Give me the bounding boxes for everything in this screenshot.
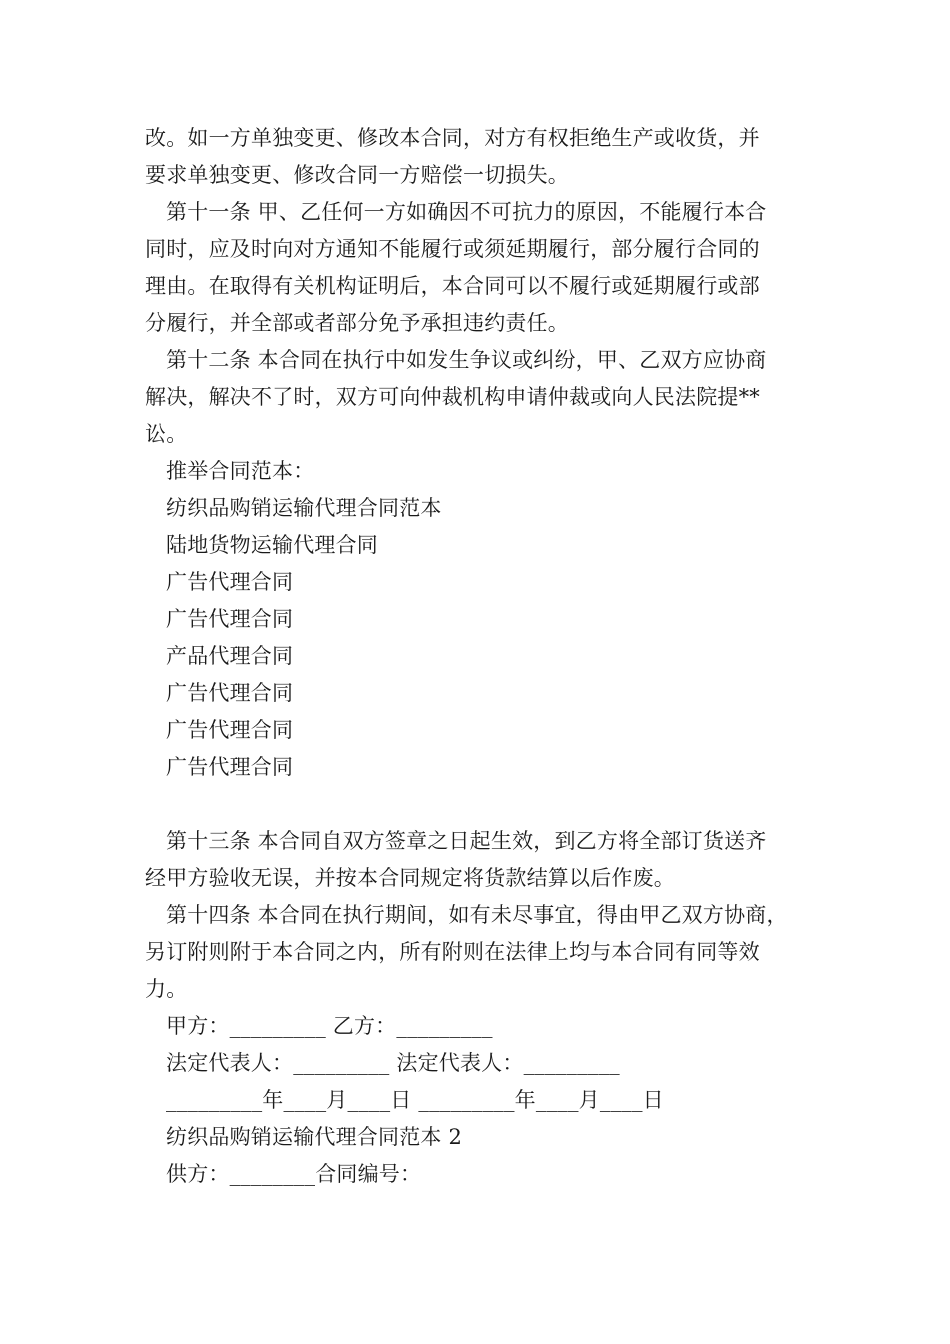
clause-13-heading-line: 第十三条 本合同自双方签章之日起生效，到乙方将全部订货送齐 — [166, 829, 767, 853]
recommended-template-item: 陆地货物运输代理合同 — [166, 533, 378, 557]
signature-parties-line: 甲方：_________ 乙方：_________ — [166, 1014, 493, 1038]
supplier-contract-number-line: 供方：________合同编号： — [166, 1162, 422, 1186]
legal-representatives-line: 法定代表人：_________ 法定代表人：_________ — [166, 1051, 620, 1075]
recommended-template-item: 广告代理合同 — [166, 607, 294, 631]
recommended-template-item: 广告代理合同 — [166, 718, 294, 742]
recommended-template-item: 纺织品购销运输代理合同范本 — [166, 496, 442, 520]
text-line: 要求单独变更、修改合同一方赔偿一切损失。 — [145, 163, 569, 187]
recommended-template-item: 产品代理合同 — [166, 644, 294, 668]
recommended-template-item: 广告代理合同 — [166, 570, 294, 594]
clause-12-heading-line: 第十二条 本合同在执行中如发生争议或纠纷，甲、乙双方应协商 — [166, 348, 767, 372]
text-line: 经甲方验收无误，并按本合同规定将货款结算以后作废。 — [145, 866, 675, 890]
text-line: 改。如一方单独变更、修改本合同，对方有权拒绝生产或收货，并 — [145, 126, 760, 150]
template-2-title: 纺织品购销运输代理合同范本 2 — [166, 1125, 463, 1149]
text-line: 讼。 — [145, 422, 188, 446]
recommended-template-item: 广告代理合同 — [166, 755, 294, 779]
text-line: 解决，解决不了时，双方可向仲裁机构申请仲裁或向人民法院提** — [145, 385, 760, 409]
text-line: 同时，应及时向对方通知不能履行或须延期履行，部分履行合同的 — [145, 237, 760, 261]
signature-dates-line: _________年____月____日 _________年____月____日 — [166, 1088, 664, 1112]
text-line: 理由。在取得有关机构证明后，本合同可以不履行或延期履行或部 — [145, 274, 760, 298]
text-line: 力。 — [145, 977, 188, 1001]
text-line: 分履行，并全部或者部分免予承担违约责任。 — [145, 311, 569, 335]
clause-14-heading-line: 第十四条 本合同在执行期间，如有未尽事宜，得由甲乙双方协商， — [166, 903, 788, 927]
clause-11-heading-line: 第十一条 甲、乙任何一方如确因不可抗力的原因，不能履行本合 — [166, 200, 767, 224]
recommended-template-item: 广告代理合同 — [166, 681, 294, 705]
recommended-templates-heading: 推举合同范本： — [166, 459, 315, 483]
text-line: 另订附则附于本合同之内，所有附则在法律上均与本合同有同等效 — [145, 940, 760, 964]
